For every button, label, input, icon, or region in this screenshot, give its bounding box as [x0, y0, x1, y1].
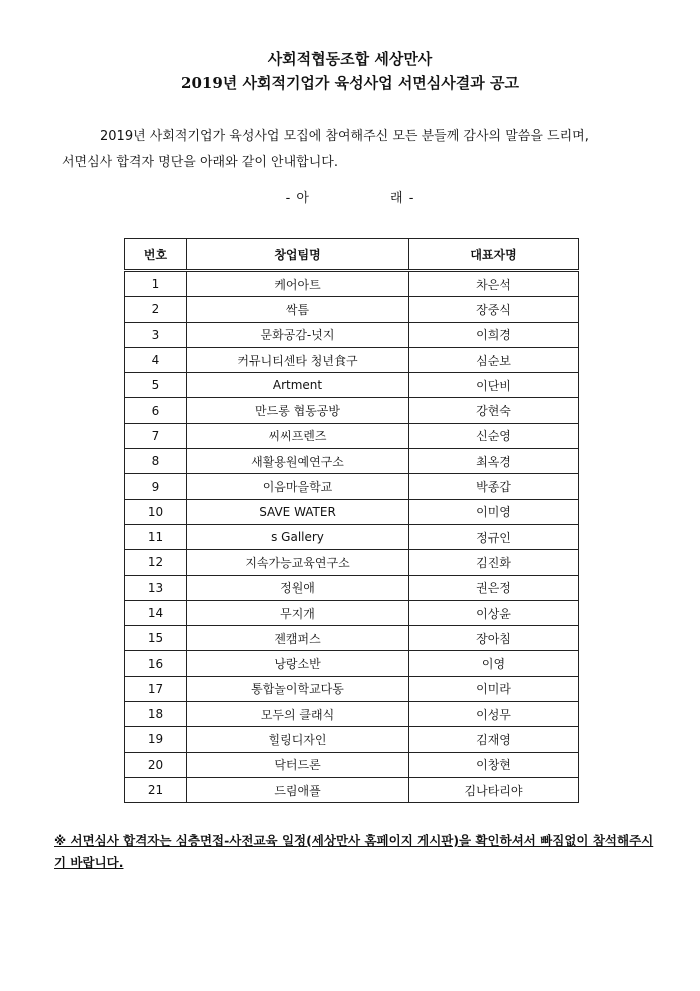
table-row	[125, 347, 579, 372]
table-row	[125, 449, 579, 474]
row-team-name: 드림애플	[187, 777, 409, 802]
row-number: 16	[125, 651, 187, 676]
row-representative: 최옥경	[409, 449, 579, 474]
row-team-name: 정원애	[187, 575, 409, 600]
row-team-name: 젠캠퍼스	[187, 626, 409, 651]
row-representative: 신순영	[409, 423, 579, 448]
table-header-row	[125, 239, 579, 271]
row-representative: 차은석	[409, 271, 579, 297]
row-representative: 이희경	[409, 322, 579, 347]
table-row	[125, 271, 579, 297]
row-representative: 심순보	[409, 347, 579, 372]
row-team-name: 무지개	[187, 600, 409, 625]
table-row	[125, 474, 579, 499]
footnote: ※ 서면심사 합격자는 심층면접-사전교육 일정(세상만사 홈페이지 게시판)을 확인하셔서 빠짐없이 참석해주시기 바랍니다.	[54, 833, 654, 870]
table-row	[125, 752, 579, 777]
header-team-name: 창업팀명	[187, 239, 409, 271]
table-row	[125, 297, 579, 322]
row-team-name: 문화공감-넛지	[187, 322, 409, 347]
row-number: 5	[125, 373, 187, 398]
row-team-name: 케어아트	[187, 271, 409, 297]
row-team-name: 낭랑소반	[187, 651, 409, 676]
row-number: 18	[125, 702, 187, 727]
row-number: 8	[125, 449, 187, 474]
row-team-name: s Gallery	[187, 524, 409, 549]
table-row	[125, 398, 579, 423]
header-representative: 대표자명	[409, 239, 579, 271]
row-number: 14	[125, 600, 187, 625]
row-team-name: 닥터드론	[187, 752, 409, 777]
intro-paragraph	[62, 124, 662, 176]
results-table	[124, 238, 579, 803]
row-number: 10	[125, 499, 187, 524]
row-representative: 이상윤	[409, 600, 579, 625]
notice-left: - 아	[285, 191, 310, 206]
table-row	[125, 550, 579, 575]
row-team-name: 지속가능교육연구소	[187, 550, 409, 575]
table-body	[125, 271, 579, 803]
row-number: 6	[125, 398, 187, 423]
row-team-name: 통합놀이학교다동	[187, 676, 409, 701]
row-team-name: 씨씨프렌즈	[187, 423, 409, 448]
row-team-name: 이음마을학교	[187, 474, 409, 499]
row-number: 15	[125, 626, 187, 651]
table-row	[125, 727, 579, 752]
row-team-name: 모두의 클래식	[187, 702, 409, 727]
row-representative: 장중식	[409, 297, 579, 322]
row-number: 11	[125, 524, 187, 549]
row-number: 19	[125, 727, 187, 752]
row-team-name: SAVE WATER	[187, 499, 409, 524]
row-representative: 이미라	[409, 676, 579, 701]
row-representative: 강현숙	[409, 398, 579, 423]
row-team-name: 커뮤니티센타 청년食구	[187, 347, 409, 372]
row-team-name: 싹틈	[187, 297, 409, 322]
row-number: 9	[125, 474, 187, 499]
row-representative: 정규인	[409, 524, 579, 549]
table-row	[125, 651, 579, 676]
table-row	[125, 600, 579, 625]
header-number: 번호	[125, 239, 187, 271]
row-representative: 이단비	[409, 373, 579, 398]
table-row	[125, 373, 579, 398]
notice-right: 래 -	[390, 191, 415, 206]
row-number: 3	[125, 322, 187, 347]
row-number: 1	[125, 271, 187, 297]
table-row	[125, 702, 579, 727]
row-number: 4	[125, 347, 187, 372]
row-representative: 이성무	[409, 702, 579, 727]
row-number: 7	[125, 423, 187, 448]
row-representative: 이창현	[409, 752, 579, 777]
row-team-name: 만드롱 협동공방	[187, 398, 409, 423]
row-team-name: 새활용원예연구소	[187, 449, 409, 474]
row-representative: 이미영	[409, 499, 579, 524]
row-representative: 김나타리야	[409, 777, 579, 802]
row-representative: 박종갑	[409, 474, 579, 499]
row-representative: 김진화	[409, 550, 579, 575]
notice-heading	[0, 187, 700, 206]
table-row	[125, 575, 579, 600]
table-row	[125, 499, 579, 524]
row-representative: 장아침	[409, 626, 579, 651]
row-number: 2	[125, 297, 187, 322]
document-title-line1: 사회적협동조합 세상만사	[267, 50, 433, 68]
intro-line-2: 서면심사 합격자 명단을 아래와 같이 안내합니다.	[62, 155, 338, 170]
row-number: 17	[125, 676, 187, 701]
row-representative: 권은정	[409, 575, 579, 600]
row-team-name: Artment	[187, 373, 409, 398]
table-row	[125, 676, 579, 701]
table-row	[125, 626, 579, 651]
row-representative: 이영	[409, 651, 579, 676]
row-team-name: 힐링디자인	[187, 727, 409, 752]
table-row	[125, 322, 579, 347]
row-number: 12	[125, 550, 187, 575]
row-number: 20	[125, 752, 187, 777]
table-row	[125, 423, 579, 448]
document-title-line2: 2019년 사회적기업가 육성사업 서면심사결과 공고	[181, 74, 519, 92]
table-row	[125, 524, 579, 549]
row-number: 21	[125, 777, 187, 802]
table-row	[125, 777, 579, 802]
intro-line-1: 2019년 사회적기업가 육성사업 모집에 참여해주신 모든 분들께 감사의 말씀을 드리며,	[100, 129, 589, 144]
row-representative: 김재영	[409, 727, 579, 752]
row-number: 13	[125, 575, 187, 600]
